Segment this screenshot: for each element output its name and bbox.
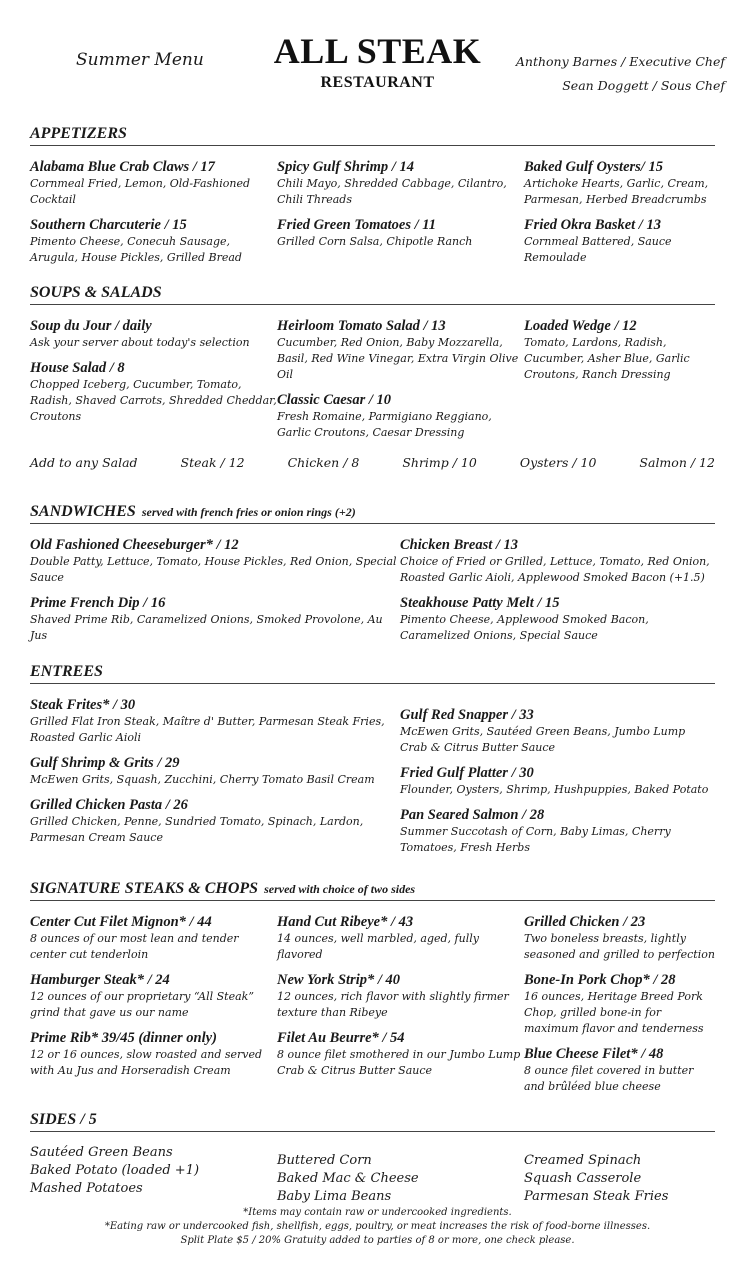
item-description: Artichoke Hearts, Garlic, Cream, Parmesan, Herbed Breadcrumbs xyxy=(524,177,709,206)
item-description: Chili Mayo, Shredded Cabbage, Cilantro, Chili Threads xyxy=(277,177,507,206)
menu-column xyxy=(30,913,277,1103)
menu-season-label: Summer Menu xyxy=(76,50,204,70)
item-description: Cornmeal Battered, Sauce Remoulade xyxy=(524,235,672,264)
menu-column xyxy=(277,913,524,1103)
side-item: Squash Casserole xyxy=(524,1171,642,1186)
menu-item xyxy=(30,359,277,425)
menu-item xyxy=(524,971,715,1037)
menu-column xyxy=(524,913,715,1103)
menu-column xyxy=(30,317,277,449)
item-description: Choice of Fried or Grilled, Lettuce, Tomato, Red Onion, Roasted Garlic Aioli, Applewood Smoked Bacon (+1.5) xyxy=(400,555,710,584)
section-title-text: SIGNATURE STEAKS & CHOPS xyxy=(30,880,259,897)
sides-column xyxy=(524,1144,715,1206)
item-name: Alabama Blue Crab Claws / 17 xyxy=(30,159,215,175)
menu-column xyxy=(524,158,715,274)
item-name: Grilled Chicken Pasta / 26 xyxy=(30,797,188,813)
menu-item xyxy=(400,536,715,586)
item-name: Gulf Red Snapper / 33 xyxy=(400,707,534,723)
item-description: 8 ounce filet smothered in our Jumbo Lump Crab & Citrus Butter Sauce xyxy=(277,1048,521,1077)
side-item: Parmesan Steak Fries xyxy=(524,1189,669,1204)
item-description: Cucumber, Red Onion, Baby Mozzarella, Basil, Red Wine Vinegar, Extra Virgin Olive Oil xyxy=(277,336,519,381)
item-name: Hand Cut Ribeye* / 43 xyxy=(277,914,414,930)
menu-item xyxy=(524,913,715,963)
side-item: Baked Mac & Cheese xyxy=(277,1171,419,1186)
sides-column xyxy=(30,1144,277,1206)
addon-option: Oysters / 10 xyxy=(519,455,597,470)
section-title-text: SANDWICHES xyxy=(30,503,136,520)
menu-column xyxy=(30,158,277,274)
footer-disclaimer xyxy=(0,1206,755,1248)
disclaimer-line: Split Plate $5 / 20% Gratuity added to parties of 8 or more, one check please. xyxy=(180,1235,575,1246)
item-description: Two boneless breasts, lightly seasoned and grilled to perfection xyxy=(524,932,715,961)
item-name: Blue Cheese Filet* / 48 xyxy=(524,1046,664,1062)
item-name: Southern Charcuterie / 15 xyxy=(30,217,187,233)
item-description: Flounder, Oysters, Shrimp, Hushpuppies, Baked Potato xyxy=(400,783,709,796)
item-description: Cornmeal Fried, Lemon, Old-Fashioned Cocktail xyxy=(30,177,251,206)
menu-item xyxy=(277,158,524,208)
item-name: Pan Seared Salmon / 28 xyxy=(400,807,545,823)
item-name: Baked Gulf Oysters/ 15 xyxy=(524,159,663,175)
side-item: Sautéed Green Beans xyxy=(30,1145,173,1160)
item-description: Grilled Flat Iron Steak, Maître d' Butter, Parmesan Steak Fries, Roasted Garlic Aioli xyxy=(30,715,385,744)
item-name: Bone-In Pork Chop* / 28 xyxy=(524,972,676,988)
item-name: Steakhouse Patty Melt / 15 xyxy=(400,595,560,611)
item-name: Classic Caesar / 10 xyxy=(277,392,391,408)
item-description: Ask your server about today's selection xyxy=(30,336,250,349)
menu-item xyxy=(400,594,715,644)
menu-item xyxy=(277,971,524,1021)
menu-item xyxy=(30,754,400,788)
section-title xyxy=(30,880,715,901)
menu-item xyxy=(30,971,277,1021)
addon-option: Steak / 12 xyxy=(180,455,245,470)
menu-item xyxy=(30,317,277,351)
addon-option: Salmon / 12 xyxy=(639,455,715,470)
addon-option: Chicken / 8 xyxy=(287,455,360,470)
disclaimer-line: *Eating raw or undercooked fish, shellfish, eggs, poultry, or meat increases the risk of food-borne illnesses. xyxy=(104,1221,651,1232)
section-title: SOUPS & SALADS xyxy=(30,284,715,305)
menu-item xyxy=(524,158,715,208)
menu-item xyxy=(30,594,400,644)
sous-chef: Sean Doggett / Sous Chef xyxy=(562,78,725,93)
menu-item xyxy=(277,317,524,383)
item-description: Double Patty, Lettuce, Tomato, House Pickles, Red Onion, Special Sauce xyxy=(30,555,397,584)
menu-item xyxy=(30,536,400,586)
menu-item xyxy=(277,216,524,250)
item-description: 16 ounces, Heritage Breed Pork Chop, grilled bone-in for maximum flavor and tenderness xyxy=(524,990,704,1035)
section-subtitle: served with choice of two sides xyxy=(264,882,416,896)
item-description: Summer Succotash of Corn, Baby Limas, Cherry Tomatoes, Fresh Herbs xyxy=(400,825,671,854)
restaurant-subtitle: RESTAURANT xyxy=(320,74,435,91)
item-name: House Salad / 8 xyxy=(30,360,125,376)
item-name: Filet Au Beurre* / 54 xyxy=(277,1030,405,1046)
section-title: APPETIZERS xyxy=(30,125,715,146)
appetizers-section xyxy=(30,125,715,274)
sides-section xyxy=(30,1111,715,1206)
menu-item xyxy=(30,796,400,846)
side-item: Baby Lima Beans xyxy=(277,1189,392,1204)
menu-column xyxy=(277,317,524,449)
menu-item xyxy=(277,913,524,963)
side-item: Buttered Corn xyxy=(277,1153,372,1168)
menu-item xyxy=(524,317,715,383)
addon-option: Shrimp / 10 xyxy=(402,455,477,470)
item-description: Fresh Romaine, Parmigiano Reggiano, Garlic Croutons, Caesar Dressing xyxy=(277,410,492,439)
item-description: 12 ounces, rich flavor with slightly firmer texture than Ribeye xyxy=(277,990,509,1019)
item-name: Hamburger Steak* / 24 xyxy=(30,972,170,988)
soups-salads-section xyxy=(30,284,715,470)
item-name: Heirloom Tomato Salad / 13 xyxy=(277,318,446,334)
item-name: Loaded Wedge / 12 xyxy=(524,318,637,334)
menu-item xyxy=(524,216,715,266)
section-subtitle: served with french fries or onion rings (+2) xyxy=(141,505,356,519)
item-name: New York Strip* / 40 xyxy=(277,972,401,988)
executive-chef: Anthony Barnes / Executive Chef xyxy=(515,54,725,69)
item-description: Grilled Corn Salsa, Chipotle Ranch xyxy=(277,235,473,248)
addon-label: Add to any Salad xyxy=(30,455,138,470)
item-name: Gulf Shrimp & Grits / 29 xyxy=(30,755,180,771)
disclaimer-line: *Items may contain raw or undercooked ingredients. xyxy=(243,1207,512,1218)
menu-item xyxy=(30,696,400,746)
menu-column xyxy=(524,317,715,449)
salad-addons xyxy=(30,455,715,470)
menu-item xyxy=(30,913,277,963)
menu-item xyxy=(400,764,715,798)
menu-item xyxy=(277,391,524,441)
item-description: McEwen Grits, Sautéed Green Beans, Jumbo Lump Crab & Citrus Butter Sauce xyxy=(400,725,686,754)
restaurant-title: ALL STEAK xyxy=(273,31,482,71)
menu-item xyxy=(30,158,277,208)
item-name: Steak Frites* / 30 xyxy=(30,697,136,713)
sides-column xyxy=(277,1144,524,1206)
item-description: 8 ounce filet covered in butter and brûléed blue cheese xyxy=(524,1064,694,1093)
item-description: Chopped Iceberg, Cucumber, Tomato, Radish, Shaved Carrots, Shredded Cheddar, Croutons xyxy=(30,378,277,423)
item-description: Pimento Cheese, Conecuh Sausage, Arugula, House Pickles, Grilled Bread xyxy=(30,235,242,264)
item-description: Pimento Cheese, Applewood Smoked Bacon, Caramelized Onions, Special Sauce xyxy=(400,613,649,642)
steaks-chops-section xyxy=(30,880,715,1103)
item-name: Center Cut Filet Mignon* / 44 xyxy=(30,914,212,930)
menu-item xyxy=(30,216,277,266)
item-description: Tomato, Lardons, Radish, Cucumber, Asher Blue, Garlic Croutons, Ranch Dressing xyxy=(524,336,690,381)
item-name: Prime French Dip / 16 xyxy=(30,595,166,611)
menu-item xyxy=(30,1029,277,1079)
item-name: Prime Rib* 39/45 (dinner only) xyxy=(30,1030,217,1046)
side-item: Mashed Potatoes xyxy=(30,1181,143,1196)
item-description: 12 ounces of our proprietary “All Steak” grind that gave us our name xyxy=(30,990,254,1019)
menu-item xyxy=(277,1029,524,1079)
menu-item xyxy=(400,706,715,756)
item-description: 14 ounces, well marbled, aged, fully flavored xyxy=(277,932,479,961)
menu-column xyxy=(30,696,400,864)
item-description: 8 ounces of our most lean and tender center cut tenderloin xyxy=(30,932,239,961)
item-name: Chicken Breast / 13 xyxy=(400,537,519,553)
item-name: Soup du Jour / daily xyxy=(30,318,152,334)
menu-column xyxy=(30,536,400,652)
entrees-section xyxy=(30,663,715,864)
item-description: Shaved Prime Rib, Caramelized Onions, Smoked Provolone, Au Jus xyxy=(30,613,383,642)
side-item: Creamed Spinach xyxy=(524,1153,642,1168)
section-title: SIDES / 5 xyxy=(30,1111,715,1132)
item-name: Fried Green Tomatoes / 11 xyxy=(277,217,436,233)
item-name: Spicy Gulf Shrimp / 14 xyxy=(277,159,414,175)
item-description: Grilled Chicken, Penne, Sundried Tomato, Spinach, Lardon, Parmesan Cream Sauce xyxy=(30,815,364,844)
item-name: Old Fashioned Cheeseburger* / 12 xyxy=(30,537,239,553)
item-name: Fried Gulf Platter / 30 xyxy=(400,765,534,781)
chef-credits xyxy=(516,50,725,98)
section-title xyxy=(30,503,715,524)
menu-column xyxy=(277,158,524,274)
sandwiches-section xyxy=(30,503,715,652)
item-name: Fried Okra Basket / 13 xyxy=(524,217,661,233)
section-title: ENTREES xyxy=(30,663,715,684)
item-description: 12 or 16 ounces, slow roasted and served with Au Jus and Horseradish Cream xyxy=(30,1048,263,1077)
menu-column xyxy=(400,696,715,864)
menu-column xyxy=(400,536,715,652)
item-description: McEwen Grits, Squash, Zucchini, Cherry Tomato Basil Cream xyxy=(30,773,375,786)
menu-item xyxy=(400,806,715,856)
side-item: Baked Potato (loaded +1) xyxy=(30,1163,200,1178)
menu-item xyxy=(524,1045,715,1095)
item-name: Grilled Chicken / 23 xyxy=(524,914,646,930)
